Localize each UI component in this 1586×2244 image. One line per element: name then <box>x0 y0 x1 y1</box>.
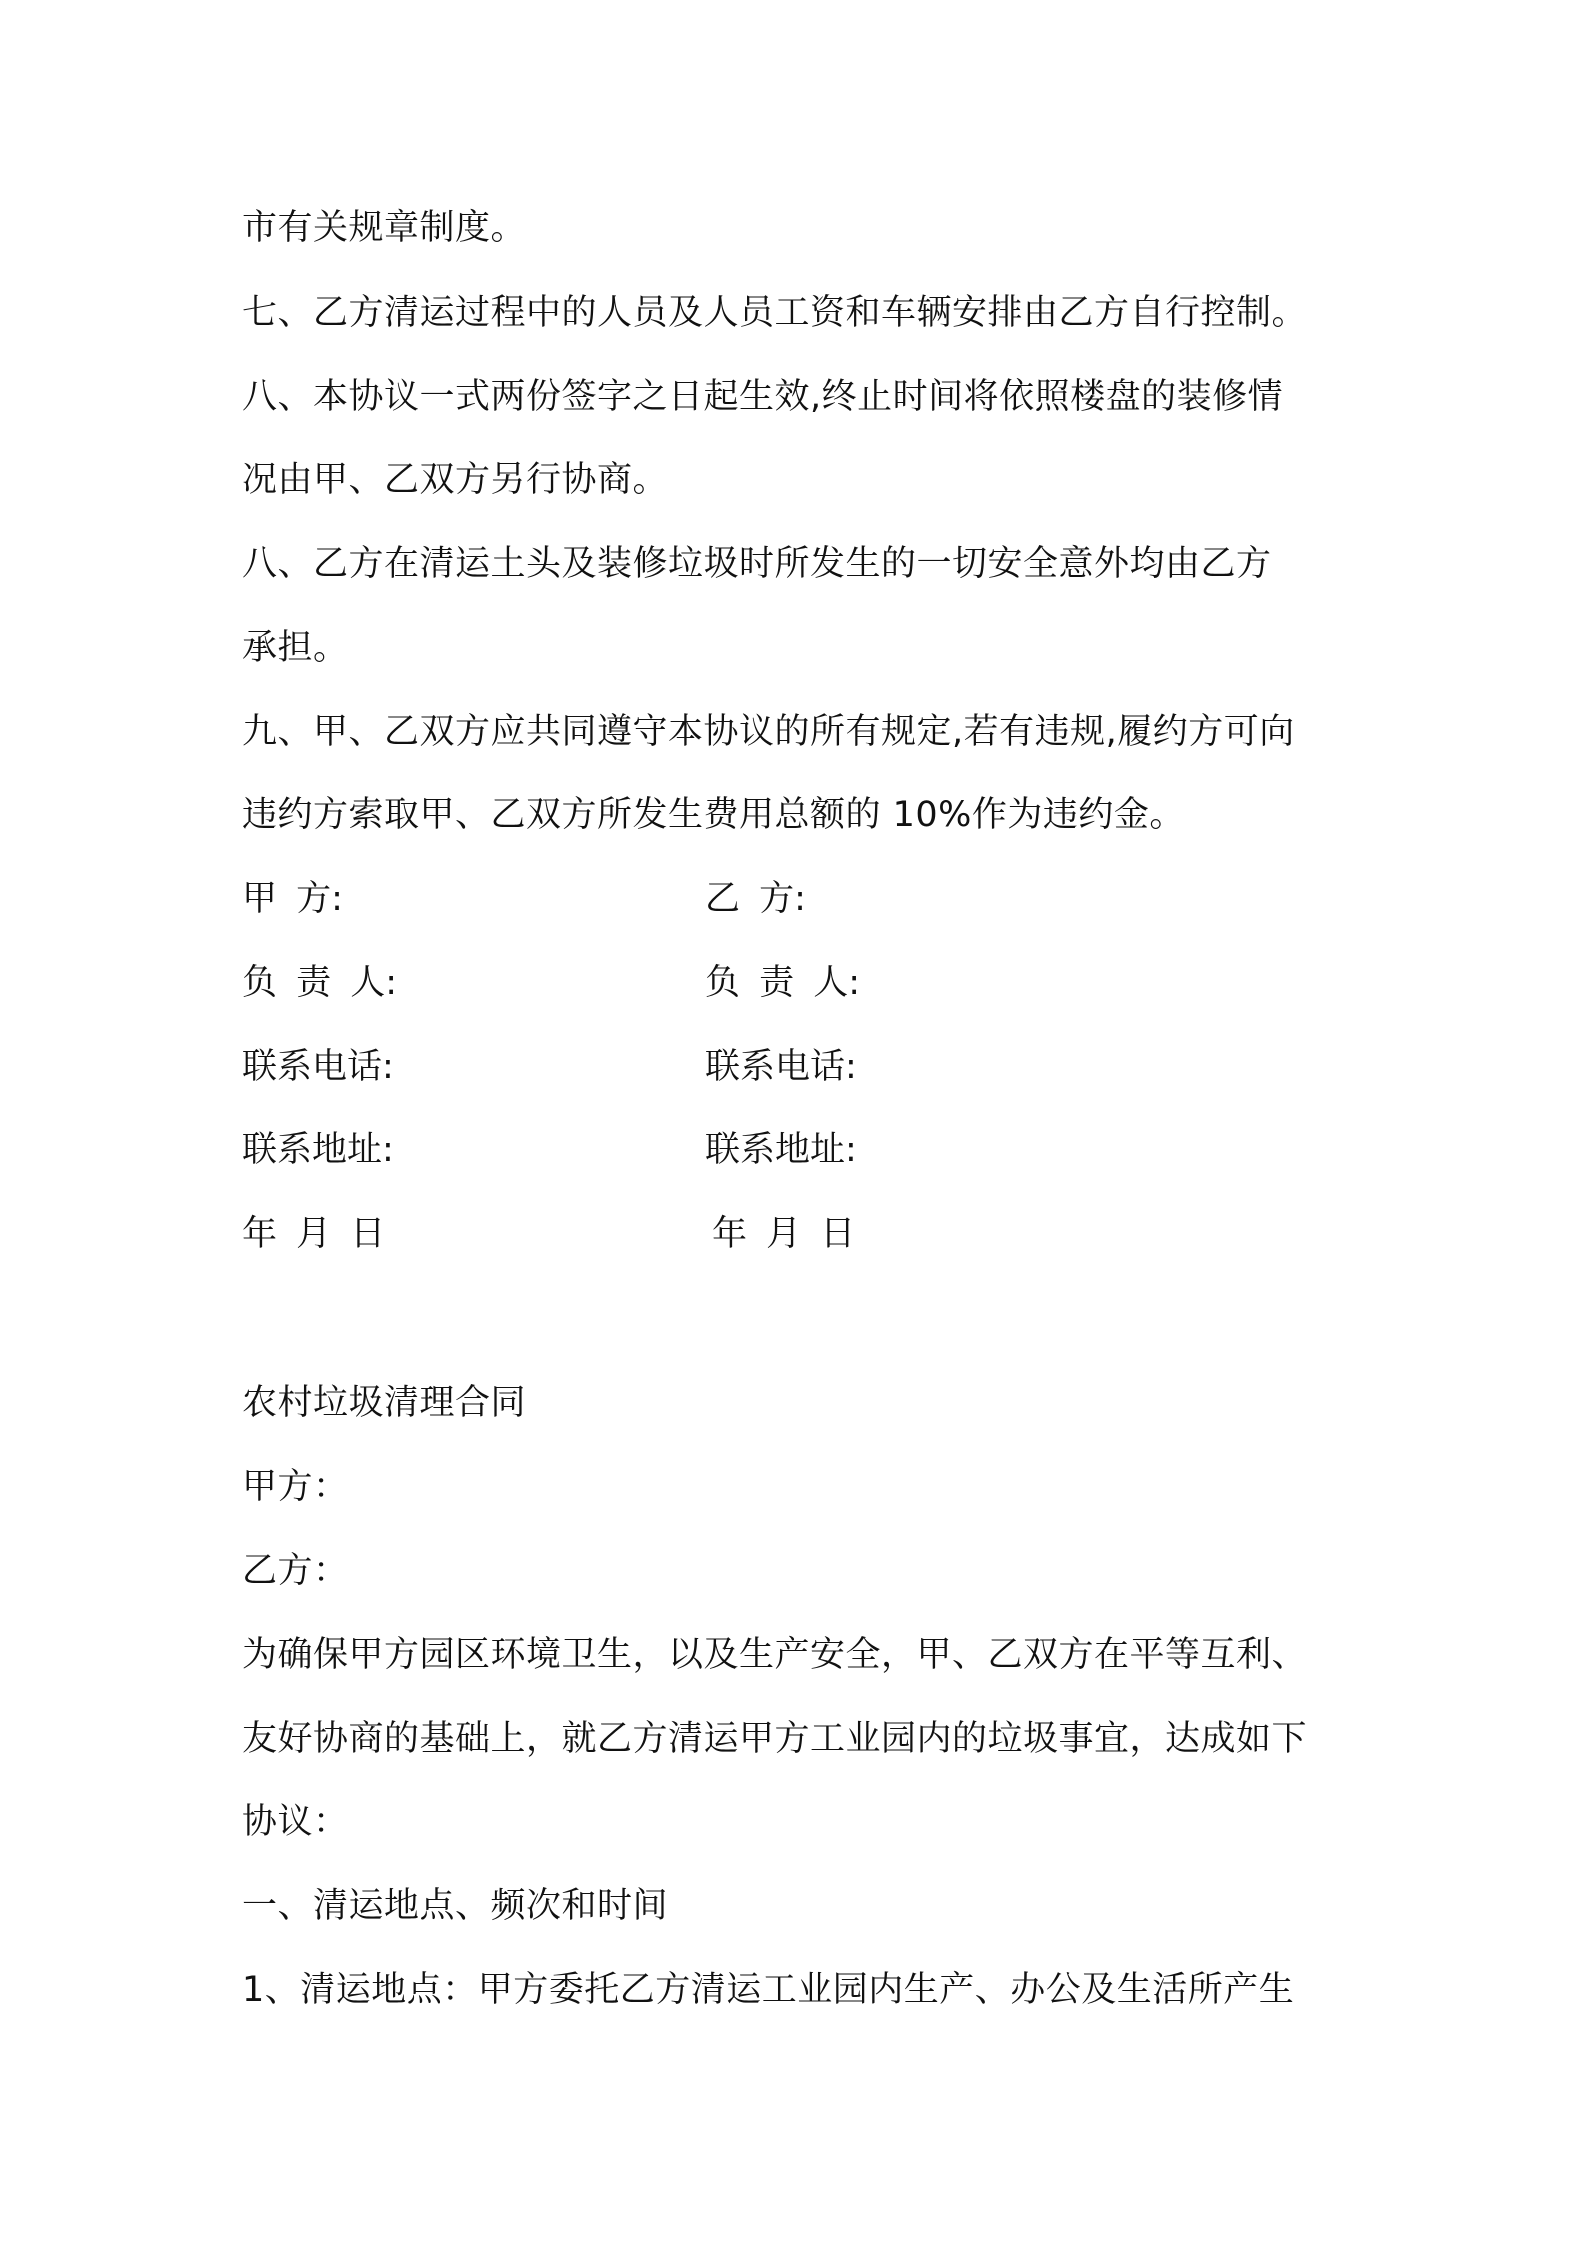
contract-title: 农村垃圾清理合同 <box>242 1383 527 1423</box>
party-a-label: 甲 方: <box>242 879 343 919</box>
phone-a-label: 联系电话: <box>242 1047 394 1087</box>
clause-line: 九、甲、乙双方应共同遵守本协议的所有规定,若有违规,履约方可向 <box>242 712 1295 752</box>
clause-line: 承担。 <box>242 628 349 668</box>
address-a-label: 联系地址: <box>242 1130 394 1170</box>
clause-line: 违约方索取甲、乙双方所发生费用总额的 10%作为违约金。 <box>242 795 1185 835</box>
party-a-field: 甲方： <box>242 1467 349 1507</box>
clause-line: 市有关规章制度。 <box>242 208 527 248</box>
body-line: 1、清运地点：甲方委托乙方清运工业园内生产、办公及生活所产生 <box>242 1970 1295 2010</box>
party-b-field: 乙方： <box>242 1551 349 1591</box>
responsible-b-label: 负 责 人: <box>705 963 861 1003</box>
clause-line: 七、乙方清运过程中的人员及人员工资和车辆安排由乙方自行控制。 <box>242 293 1308 333</box>
address-b-label: 联系地址: <box>705 1130 857 1170</box>
body-line: 协议： <box>242 1802 349 1842</box>
responsible-a-label: 负 责 人: <box>242 963 398 1003</box>
clause-line: 况由甲、乙双方另行协商。 <box>242 460 669 500</box>
clause-line: 八、本协议一式两份签字之日起生效,终止时间将依照楼盘的装修情 <box>242 377 1284 417</box>
party-b-label: 乙 方: <box>705 879 806 919</box>
body-line: 为确保甲方园区环境卫生，以及生产安全，甲、乙双方在平等互利、 <box>242 1635 1308 1675</box>
date-a-label: 年 月 日 <box>242 1214 386 1254</box>
phone-b-label: 联系电话: <box>705 1047 857 1087</box>
clause-line: 八、乙方在清运土头及装修垃圾时所发生的一切安全意外均由乙方 <box>242 544 1272 584</box>
section-heading: 一、清运地点、频次和时间 <box>242 1886 669 1926</box>
date-b-label: 年 月 日 <box>712 1214 856 1254</box>
body-line: 友好协商的基础上，就乙方清运甲方工业园内的垃圾事宜，达成如下 <box>242 1719 1308 1759</box>
